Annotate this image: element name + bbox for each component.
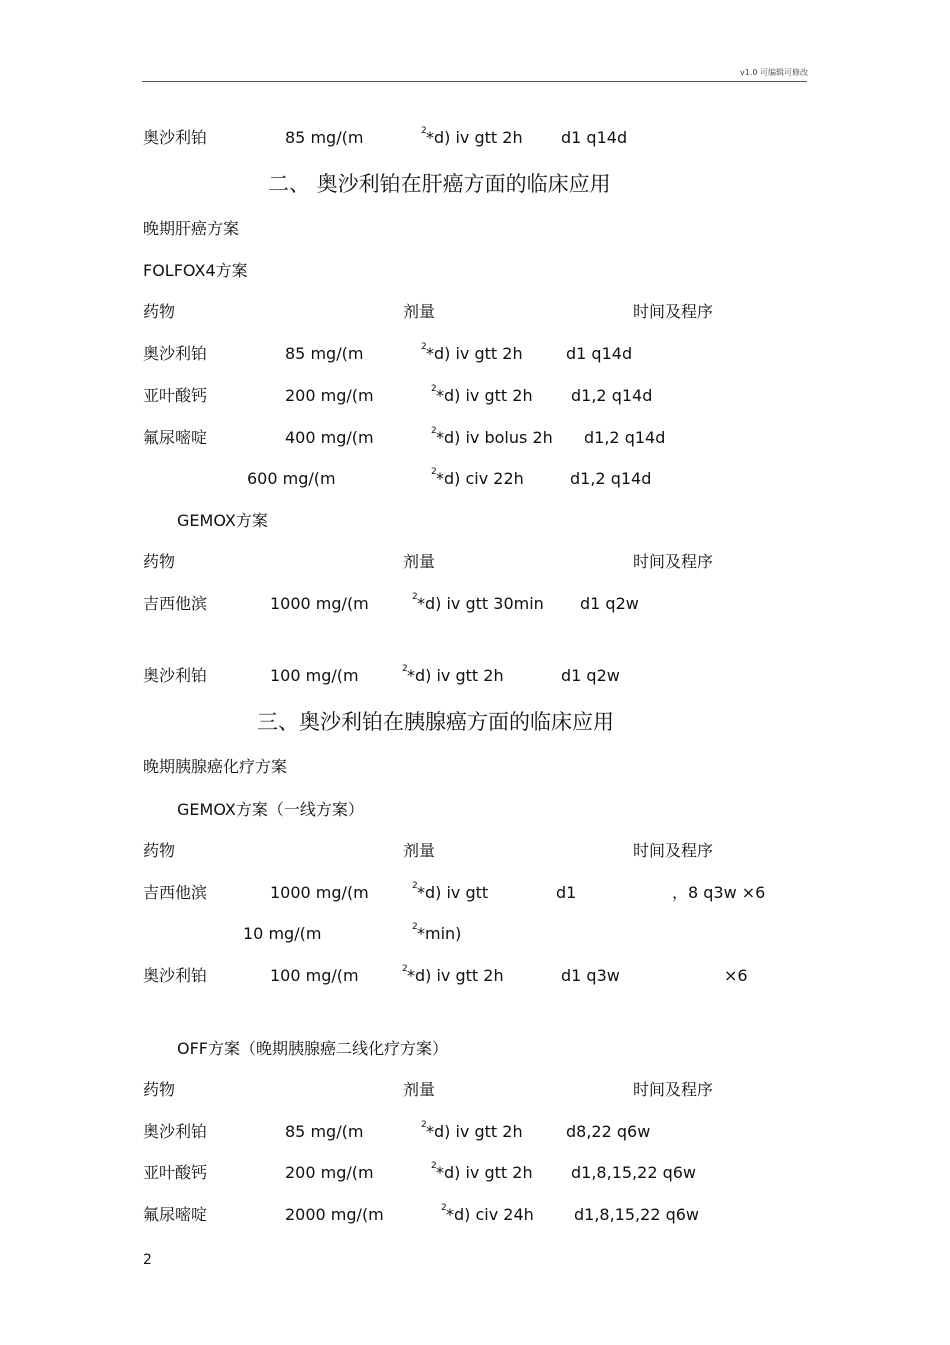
drug-cell: 奥沙利铂 bbox=[143, 1122, 208, 1141]
route-cell: *d) iv bolus 2h bbox=[436, 428, 553, 447]
header-time: 时间及程序 bbox=[633, 302, 714, 321]
section-subtitle: 晚期肝癌方案 bbox=[143, 219, 240, 238]
schedule-cell: d1 q3w bbox=[561, 966, 620, 985]
schedule-cell: d1,8,15,22 q6w bbox=[571, 1163, 696, 1182]
header-drug: 药物 bbox=[143, 302, 176, 321]
dose-superscript: 2 bbox=[421, 342, 427, 352]
dose-superscript: 2 bbox=[421, 1120, 427, 1130]
route-cell: *d) iv gtt bbox=[417, 883, 489, 902]
regimen-name: FOLFOX4方案 bbox=[143, 261, 248, 280]
dose-superscript: 2 bbox=[431, 384, 437, 394]
header-drug: 药物 bbox=[143, 1080, 176, 1099]
dose-cell: 2000 mg/(m bbox=[285, 1205, 384, 1224]
dose-superscript: 2 bbox=[412, 922, 418, 932]
dose-superscript: 2 bbox=[412, 881, 418, 891]
schedule-cell: d1,2 q14d bbox=[571, 386, 653, 405]
route-cell: *d) iv gtt 2h bbox=[436, 386, 533, 405]
dose-cell: 85 mg/(m bbox=[285, 128, 364, 147]
regimen-name: GEMOX方案（一线方案） bbox=[177, 800, 364, 819]
schedule-cell: d1,8,15,22 q6w bbox=[574, 1205, 699, 1224]
route-cell: *d) iv gtt 30min bbox=[417, 594, 544, 613]
header-time: 时间及程序 bbox=[633, 841, 714, 860]
schedule-cell: d1 bbox=[556, 883, 577, 902]
dose-cell: 100 mg/(m bbox=[270, 966, 359, 985]
dose-cell: 600 mg/(m bbox=[247, 469, 336, 488]
header-note: v1.0 可编辑可修改 bbox=[740, 68, 808, 77]
drug-cell: 奥沙利铂 bbox=[143, 666, 208, 685]
header-dose: 剂量 bbox=[403, 552, 436, 571]
route-cell: *d) iv gtt 2h bbox=[436, 1163, 533, 1182]
schedule-cell: d8,22 q6w bbox=[566, 1122, 651, 1141]
route-cell: *d) iv gtt 2h bbox=[426, 344, 523, 363]
schedule-extra: ，8 q3w ×6 bbox=[672, 883, 766, 902]
dose-superscript: 2 bbox=[421, 126, 427, 136]
drug-cell: 吉西他滨 bbox=[143, 883, 208, 902]
schedule-extra: ×6 bbox=[724, 966, 748, 985]
section-heading: 二、 奥沙利铂在肝癌方面的临床应用 bbox=[268, 172, 611, 196]
drug-cell: 氟尿嘧啶 bbox=[143, 1205, 208, 1224]
drug-cell: 亚叶酸钙 bbox=[143, 386, 208, 405]
dose-cell: 200 mg/(m bbox=[285, 1163, 374, 1182]
dose-superscript: 2 bbox=[412, 592, 418, 602]
drug-cell: 奥沙利铂 bbox=[143, 128, 208, 147]
header-drug: 药物 bbox=[143, 841, 176, 860]
dose-cell: 85 mg/(m bbox=[285, 344, 364, 363]
route-cell: *d) civ 22h bbox=[436, 469, 524, 488]
dose-superscript: 2 bbox=[402, 664, 408, 674]
header-rule bbox=[142, 81, 807, 82]
route-cell: *min) bbox=[417, 924, 462, 943]
dose-superscript: 2 bbox=[431, 467, 437, 477]
header-time: 时间及程序 bbox=[633, 552, 714, 571]
regimen-name: OFF方案（晚期胰腺癌二线化疗方案） bbox=[177, 1039, 449, 1058]
header-dose: 剂量 bbox=[403, 1080, 436, 1099]
route-cell: *d) iv gtt 2h bbox=[426, 128, 523, 147]
schedule-cell: d1 q14d bbox=[561, 128, 628, 147]
route-cell: *d) iv gtt 2h bbox=[426, 1122, 523, 1141]
header-dose: 剂量 bbox=[403, 302, 436, 321]
section-subtitle: 晚期胰腺癌化疗方案 bbox=[143, 757, 288, 776]
drug-cell: 亚叶酸钙 bbox=[143, 1163, 208, 1182]
schedule-cell: d1,2 q14d bbox=[584, 428, 666, 447]
route-cell: *d) civ 24h bbox=[446, 1205, 534, 1224]
header-time: 时间及程序 bbox=[633, 1080, 714, 1099]
dose-cell: 400 mg/(m bbox=[285, 428, 374, 447]
header-dose: 剂量 bbox=[403, 841, 436, 860]
dose-superscript: 2 bbox=[431, 426, 437, 436]
dose-cell: 200 mg/(m bbox=[285, 386, 374, 405]
dose-cell: 1000 mg/(m bbox=[270, 883, 369, 902]
regimen-name: GEMOX方案 bbox=[177, 511, 268, 530]
dose-superscript: 2 bbox=[441, 1203, 447, 1213]
drug-cell: 氟尿嘧啶 bbox=[143, 428, 208, 447]
dose-cell: 1000 mg/(m bbox=[270, 594, 369, 613]
schedule-cell: d1 q14d bbox=[566, 344, 633, 363]
drug-cell: 奥沙利铂 bbox=[143, 344, 208, 363]
section-heading: 三、奥沙利铂在胰腺癌方面的临床应用 bbox=[257, 710, 614, 734]
drug-cell: 奥沙利铂 bbox=[143, 966, 208, 985]
dose-cell: 100 mg/(m bbox=[270, 666, 359, 685]
route-cell: *d) iv gtt 2h bbox=[407, 966, 504, 985]
schedule-cell: d1 q2w bbox=[561, 666, 620, 685]
dose-cell: 85 mg/(m bbox=[285, 1122, 364, 1141]
dose-superscript: 2 bbox=[431, 1161, 437, 1171]
drug-cell: 吉西他滨 bbox=[143, 594, 208, 613]
header-drug: 药物 bbox=[143, 552, 176, 571]
page-number: 2 bbox=[143, 1252, 152, 1268]
schedule-cell: d1 q2w bbox=[580, 594, 639, 613]
route-cell: *d) iv gtt 2h bbox=[407, 666, 504, 685]
schedule-cell: d1,2 q14d bbox=[570, 469, 652, 488]
dose-superscript: 2 bbox=[402, 964, 408, 974]
dose-cell: 10 mg/(m bbox=[243, 924, 322, 943]
